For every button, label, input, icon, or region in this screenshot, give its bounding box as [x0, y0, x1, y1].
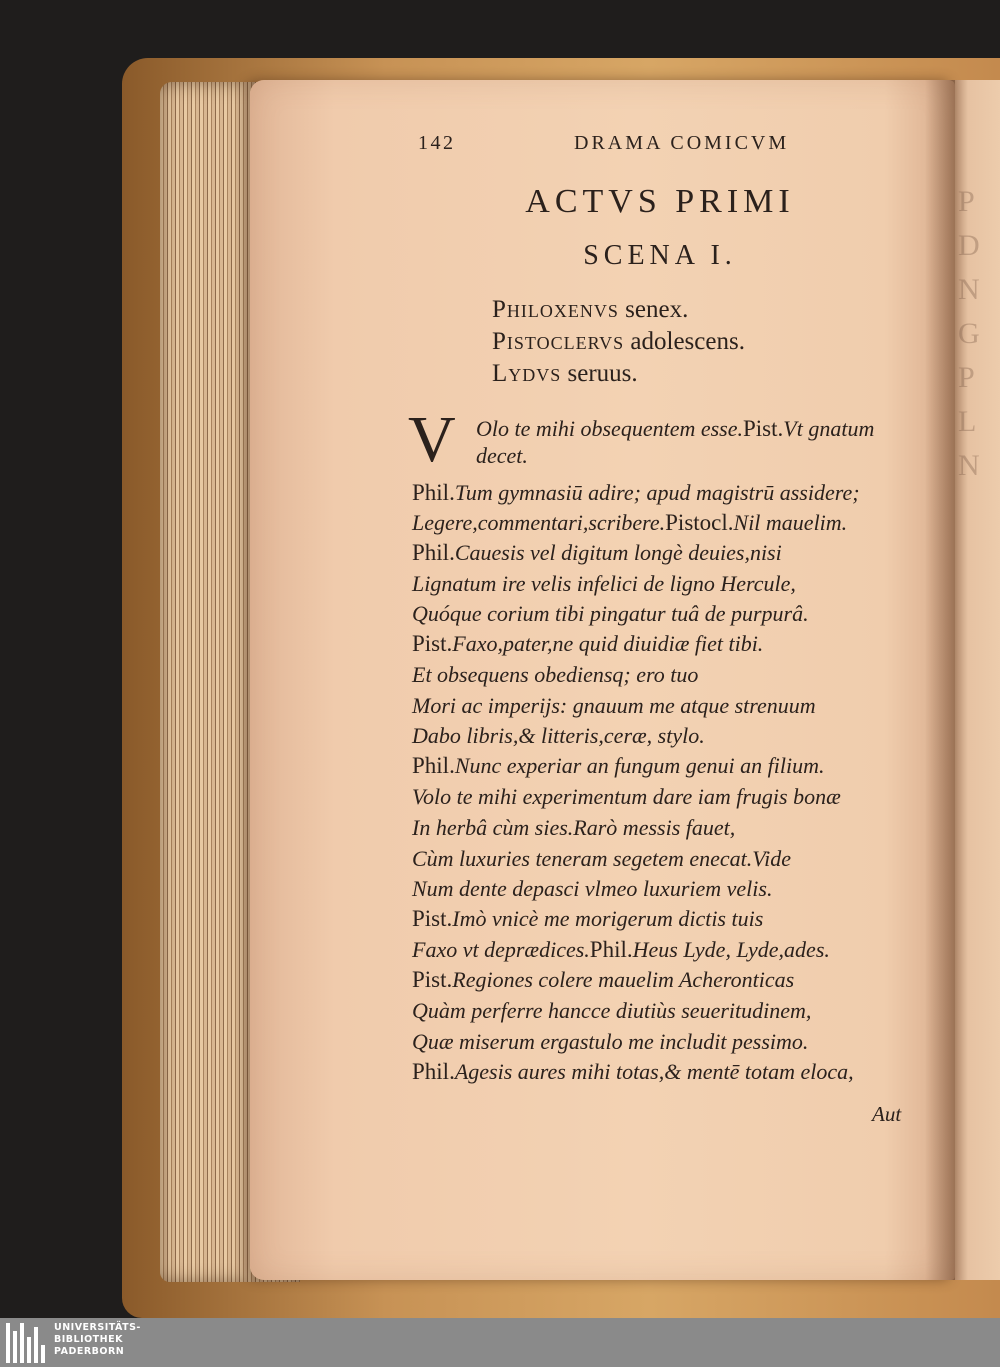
library-footer — [0, 1318, 1000, 1367]
verse-line — [412, 568, 796, 600]
persona-role: adolescens. — [630, 328, 745, 355]
running-head — [418, 132, 818, 162]
verse-line — [412, 477, 860, 509]
verse-line — [412, 873, 772, 905]
verse-text: decet. — [476, 443, 528, 468]
speaker-label: Pist. — [412, 631, 453, 656]
verse-text: Dabo libris,& litteris,ceræ, stylo. — [412, 723, 705, 748]
speaker-label: Phil. — [412, 1059, 455, 1084]
verse-line — [412, 537, 782, 569]
verse-text: In herbâ cùm sies.Rarò messis fauet, — [412, 815, 736, 840]
library-name — [54, 1322, 141, 1358]
verse-text: Regiones colere mauelim Acheronticas — [452, 967, 795, 992]
scene-title: SCENA I. — [583, 240, 737, 271]
persona-role: senex. — [625, 296, 689, 323]
verse-line — [412, 964, 794, 996]
verse-text: Vt gnatum — [783, 416, 875, 441]
speaker-label: Pistocl. — [665, 510, 734, 535]
running-title: DRAMA COMICVM — [574, 132, 790, 154]
verse-text: Olo te mihi obsequentem esse. — [476, 416, 743, 441]
speaker-label: Pist. — [412, 967, 453, 992]
verse-text: Legere,commentari,scribere. — [412, 510, 666, 535]
verse-text: Nil mauelim. — [733, 510, 848, 535]
verse-line — [412, 720, 705, 752]
verse-text: Lignatum ire velis infelici de ligno Hercule, — [412, 571, 796, 596]
verse-text: Num dente depasci vlmeo luxuriem velis. — [412, 876, 773, 901]
verse-text: Cùm luxuries teneram segetem enecat.Vide — [412, 846, 791, 871]
verse-line — [476, 440, 528, 472]
page-number: 142 — [418, 132, 456, 154]
speaker-label: Phil. — [412, 480, 455, 505]
catchword: Aut — [872, 1102, 902, 1126]
verse-line — [412, 934, 830, 966]
speaker-label: Phil. — [589, 937, 633, 962]
verse-line — [412, 1056, 854, 1088]
verse-text: Quóque corium tibi pingatur tuâ de purpurâ. — [412, 601, 809, 626]
library-name-line: UNIVERSITÄTS- — [54, 1322, 141, 1333]
verse-line — [412, 659, 698, 691]
verse-line — [412, 781, 841, 813]
verse-line — [412, 598, 809, 630]
verse-line — [412, 750, 825, 782]
verse-line — [412, 903, 763, 935]
page-gutter-shadow — [925, 80, 955, 1280]
library-logo-icon — [6, 1323, 46, 1363]
speaker-label: Phil. — [412, 753, 455, 778]
verse-line — [476, 413, 874, 445]
persona-line — [492, 360, 638, 390]
verse-text: Agesis aures mihi totas,& mentē totam eloca, — [454, 1059, 854, 1084]
facing-page-bleed-through: P D N G P L N — [958, 185, 980, 482]
verse-text: Quæ miserum ergastulo me includit pessimo. — [412, 1029, 809, 1054]
verse-line — [412, 1026, 808, 1058]
persona-name: Pistoclervs — [492, 328, 625, 355]
verse-text: Imò vnicè me morigerum dictis tuis — [452, 906, 764, 931]
persona-line — [492, 296, 688, 326]
act-title: ACTVS PRIMI — [525, 183, 795, 220]
verse-text: Et obsequens obediensq; ero tuo — [412, 662, 699, 687]
verse-text: Quàm perferre hancce diutiùs seueritudinem, — [412, 998, 812, 1023]
persona-line — [492, 328, 745, 358]
persona-role: seruus. — [567, 360, 638, 387]
verse-line — [412, 628, 763, 660]
verse-text: Mori ac imperijs: gnauum me atque strenuum — [412, 693, 816, 718]
verse-line — [412, 843, 791, 875]
speaker-label: Pist. — [743, 416, 784, 441]
persona-name: Philoxenvs — [492, 296, 619, 323]
verse-text: Volo te mihi experimentum dare iam frugis bonæ — [412, 784, 841, 809]
verse-text: Nunc experiar an fungum genui an filium. — [454, 753, 825, 778]
drop-cap: V — [408, 403, 456, 476]
verse-line — [412, 507, 847, 539]
persona-name: Lydvs — [492, 360, 562, 387]
speaker-label: Phil. — [412, 540, 455, 565]
verse-text: Heus Lyde, Lyde,ades. — [632, 937, 830, 962]
verse-text: Faxo vt deprædices. — [412, 937, 590, 962]
library-name-line: PADERBORN — [54, 1346, 125, 1357]
verse-line — [412, 995, 811, 1027]
verse-line — [412, 812, 735, 844]
verse-text: Cauesis vel digitum longè deuies,nisi — [454, 540, 782, 565]
verse-text: Tum gymnasiū adire; apud magistrū assidere; — [454, 480, 860, 505]
library-name-line: BIBLIOTHEK — [54, 1334, 123, 1345]
speaker-label: Pist. — [412, 906, 453, 931]
verse-text: Faxo,pater,ne quid diuidiæ fiet tibi. — [452, 631, 764, 656]
verse-line — [412, 690, 816, 722]
